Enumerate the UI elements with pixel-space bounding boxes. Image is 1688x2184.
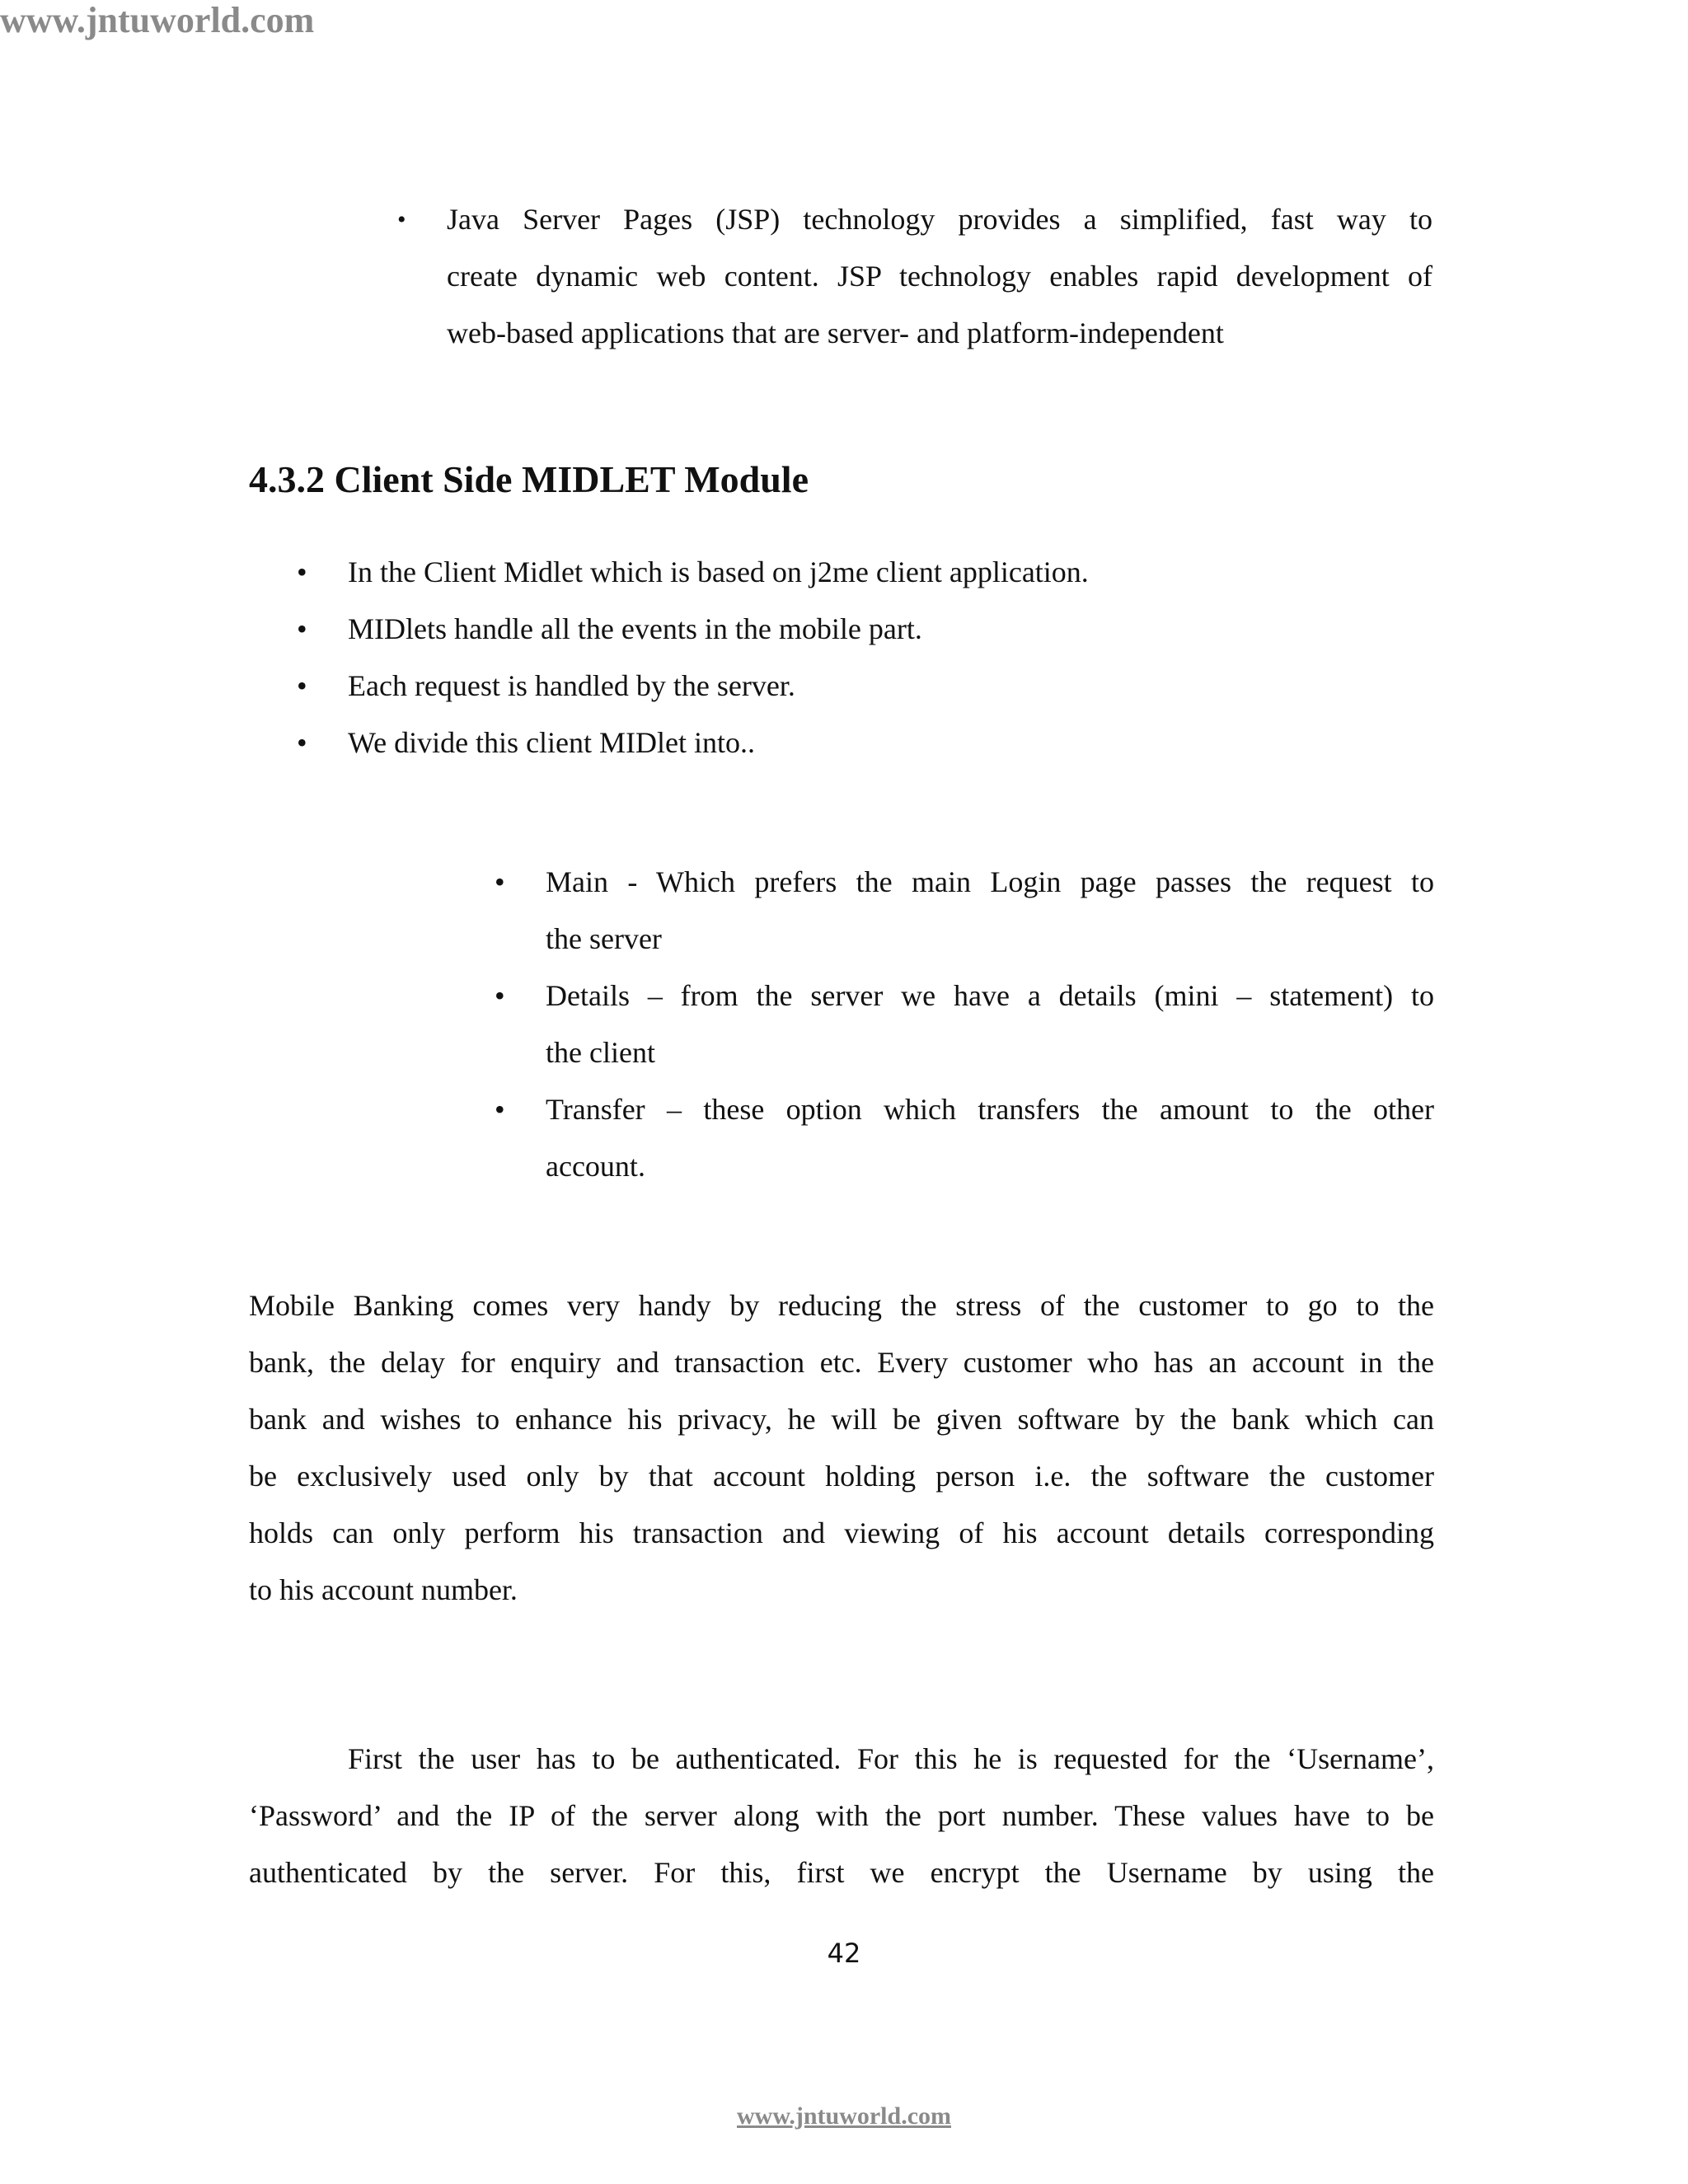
bullet-icon: •: [297, 555, 307, 588]
client-midlet-list: [297, 544, 1434, 771]
list-item-text: MIDlets handle all the events in the mobile part.: [348, 612, 922, 645]
bullet-icon: •: [297, 669, 307, 702]
bullet-icon: •: [397, 206, 406, 233]
bullet-icon: •: [297, 726, 307, 759]
text-line: the client: [546, 1036, 655, 1069]
list-item-text: In the Client Midlet which is based on j2me client application.: [348, 555, 1089, 588]
list-item-text: Each request is handled by the server.: [348, 669, 795, 702]
text-line: web-based applications that are server- and platform-independent: [447, 316, 1224, 349]
section-heading: 4.3.2 Client Side MIDLET Module: [249, 458, 809, 500]
bullet-icon: •: [495, 865, 505, 898]
midlet-parts-list: [495, 854, 1434, 1195]
list-item: [297, 715, 1434, 771]
list-item: [495, 854, 1434, 968]
text-line: create dynamic web content. JSP technology enables rapid development of: [447, 260, 1432, 293]
text-line: Details – from the server we have a details (mini – statement) to: [546, 979, 1434, 1012]
text-line: First the user has to be authenticated. For this he is requested for the ‘Username’,: [348, 1742, 1434, 1775]
list-item: [495, 968, 1434, 1081]
text-line: the server: [546, 922, 662, 955]
list-item-text: [546, 1081, 1434, 1195]
watermark-bottom[interactable]: www.jntuworld.com: [737, 2102, 951, 2130]
bullet-icon: •: [495, 979, 505, 1012]
text-line: Transfer – these option which transfers the amount to the other: [546, 1093, 1434, 1126]
text-line: Mobile Banking comes very handy by reducing the stress of the customer to go to the: [249, 1289, 1434, 1322]
bullet-icon: •: [495, 1093, 505, 1126]
text-line: to his account number.: [249, 1573, 518, 1606]
mobile-banking-paragraph: [249, 1277, 1434, 1619]
bullet-icon: •: [297, 612, 307, 645]
text-line: bank, the delay for enquiry and transaction etc. Every customer who has an account in the: [249, 1346, 1434, 1379]
text-line: account.: [546, 1150, 645, 1183]
text-line: authenticated by the server. For this, first we encrypt the Username by using the: [249, 1856, 1434, 1889]
text-line: be exclusively used only by that account holding person i.e. the software the customer: [249, 1460, 1434, 1493]
watermark-top: www.jntuworld.com: [0, 0, 315, 40]
authentication-paragraph: [249, 1731, 1434, 1901]
jsp-item-text: [447, 191, 1432, 362]
list-item: [297, 658, 1434, 715]
text-line: bank and wishes to enhance his privacy, he will be given software by the bank which can: [249, 1403, 1434, 1436]
text-line: holds can only perform his transaction and viewing of his account details corresponding: [249, 1516, 1434, 1549]
text-line: Main - Which prefers the main Login page passes the request to: [546, 865, 1434, 898]
list-item-text: [546, 968, 1434, 1081]
text-line: ‘Password’ and the IP of the server along with the port number. These values have to be: [249, 1799, 1434, 1832]
list-item: [495, 1081, 1434, 1195]
text-line: Java Server Pages (JSP) technology provides a simplified, fast way to: [447, 203, 1432, 236]
list-item-text: [546, 854, 1434, 968]
list-item: [297, 544, 1434, 601]
list-item: [297, 601, 1434, 658]
list-item-text: We divide this client MIDlet into..: [348, 726, 756, 759]
page-number: 42: [827, 1938, 861, 1969]
